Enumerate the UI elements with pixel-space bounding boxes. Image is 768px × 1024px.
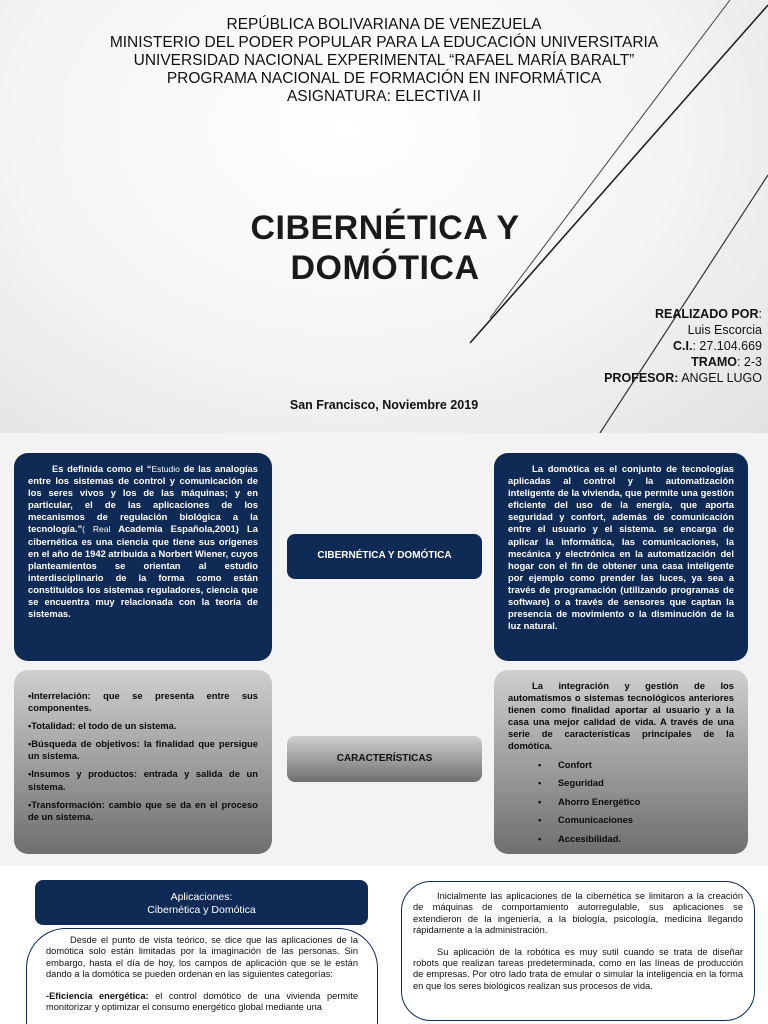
list-item: •Insumos y productos: entrada y salida de un sistema. (28, 768, 258, 792)
domotica-applications-text (46, 935, 358, 1023)
header-line: PROGRAMA NACIONAL DE FORMACIÓN EN INFORMÁTICA (166, 70, 602, 87)
cibernetica-applications-text (413, 891, 743, 1002)
cib-def-c: de las analogías entre los sistemas de control y comunicación de los seres vivos y los de las máquinas; y en particular, el de las aplicaciones de los mecanismos de regulación biológica a la tecnología.” (28, 463, 258, 535)
slide-title (230, 208, 540, 288)
list-item: • Seguridad (538, 777, 604, 789)
profesor-value: ANGEL LUGO (678, 371, 762, 385)
author-name: Luis Escorcia (687, 323, 762, 337)
paragraph: Inicialmente las aplicaciones de la cibernética se limitaron a la creación de máquinas de comportamiento autorregulable, sus aplicaciones se extendieron de la ingeniería, a la biología, psicología, medicina llegando rápidamente a la administración. (413, 891, 743, 936)
center-title-box (287, 534, 482, 579)
title-line-2: DOMÓTICA (290, 249, 480, 287)
cib-def-b: Estudio (151, 464, 180, 474)
cibernetica-definition-box (14, 453, 272, 661)
header-line: ASIGNATURA: ELECTIVA II (286, 88, 482, 105)
list-item: • Comunicaciones (538, 814, 634, 826)
list-item: •Búsqueda de objetivos: la finalidad que persigue un sistema. (28, 738, 258, 762)
profesor-label: PROFESOR: (604, 371, 679, 385)
paragraph: Su aplicación de la robótica es muy sutil cuando se trata de diseñar robots que realizan tareas predeterminada, como en las líneas de producción de empresas. Por otro lado trata de emular o simular la inteligencia en la forma en que los seres biológicos realizan sus procesos de vida. (413, 946, 743, 991)
list-item: • Accesibilidad. (538, 832, 622, 844)
applications-slide (0, 866, 768, 1024)
list-item: •Transformación: cambio que se da en el proceso de un sistema. (28, 798, 258, 822)
institution-header (0, 16, 768, 106)
domotica-characteristics-box (494, 670, 748, 854)
bullet-icon: • (538, 777, 542, 789)
title-line-1: CIBERNÉTICA Y (250, 209, 520, 247)
realizado-label: REALIZADO POR (655, 307, 759, 321)
author-block (604, 306, 762, 386)
domotica-definition-text: La domótica es el conjunto de tecnologías aplicadas al control y la automatización inteligente de la vivienda, que permite una gestión eficiente del uso de la energía, que aporta seguridad y confort, además de comunicación entre el usuario y el sistema. se encarga de aplicar la informática, las comunicaciones, la mecánica y electrónica en la automatización del hogar con el fin de obtener una casa inteligente por ejemplo como prender las luces, ya sea a través de programación (utilizando programas de software) o a través de sensores que captan la presencia de movimiento o la disminución de la luz natural. (508, 463, 734, 632)
header-line: MINISTERIO DEL PODER POPULAR PARA LA EDUCACIÓN UNIVERSITARIA (109, 34, 659, 51)
list-item: • Ahorro Energético (538, 795, 641, 807)
tramo-value: : 2-3 (736, 355, 762, 369)
cib-def-a: Es definida como el “ (52, 463, 152, 474)
cibernetica-characteristics-box (14, 670, 272, 854)
paragraph: Desde el punto de vista teórico, se dice que las aplicaciones de la domótica solo están limitadas por la imaginación de las personas. Sin embargo, hasta el día de hoy, los campos de aplicación que se le están dando a la domótica se pueden ordenan en las siguientes categorías: (46, 935, 358, 980)
bullet-icon: • (538, 832, 542, 844)
ci-label: C.I. (673, 339, 693, 353)
eficiencia-label: -Eficiencia energética: (46, 990, 149, 1001)
ci-value: : 27.104.669 (692, 339, 762, 353)
bullet-icon: • (538, 814, 542, 826)
concepts-slide (0, 433, 768, 866)
header-line: REPÚBLICA BOLIVARIANA DE VENEZUELA (226, 16, 542, 33)
realizado-colon: : (758, 307, 762, 321)
bullet-icon: • (538, 795, 542, 807)
list-item: • Confort (538, 758, 592, 770)
apps-title-line-2: Cibernética y Domótica (147, 904, 256, 916)
apps-title-line-1: Aplicaciones: (170, 891, 233, 903)
caracteristicas-label-box (287, 736, 482, 782)
cib-def-d: ( Real (82, 524, 111, 535)
cib-def-e: Academia Española,2001) La cibernética es una ciencia que tiene sus orígenes en el año de 1942 atribuida a Norbert Wiener, cuyos planteamientos se orientan al estudio interdisciplinario de la forma como están constituidos los sistemas reguladores, ciencia que se encuentra muy relacionada con la teoría de sistemas. (28, 523, 258, 620)
header-line: UNIVERSIDAD NACIONAL EXPERIMENTAL “RAFAEL MARÍA BARALT” (133, 52, 635, 69)
bullet-icon: • (538, 758, 542, 770)
center-title: CIBERNÉTICA Y DOMÓTICA (317, 550, 452, 562)
caracteristicas-label: CARACTERÍSTICAS (336, 752, 433, 764)
date-location: San Francisco, Noviembre 2019 (289, 398, 479, 412)
title-slide (0, 0, 768, 433)
list-item: •Totalidad: el todo de un sistema. (28, 720, 177, 732)
paragraph: -Eficiencia energética: el control domótico de una vivienda permite monitorizar y optimizar el consumo energético global mediante una (46, 990, 358, 1013)
applications-header (35, 880, 368, 925)
list-item: •Interrelación: que se presenta entre sus componentes. (28, 690, 258, 714)
domotica-intro: La integración y gestión de los automatismos o sistemas tecnológicos anteriores tienen como finalidad aportar al usuario y a la casa una mejor calidad de vida. A través de una serie de características principales de la domótica. (508, 680, 734, 752)
domotica-definition-box (494, 453, 748, 661)
tramo-label: TRAMO (691, 355, 737, 369)
